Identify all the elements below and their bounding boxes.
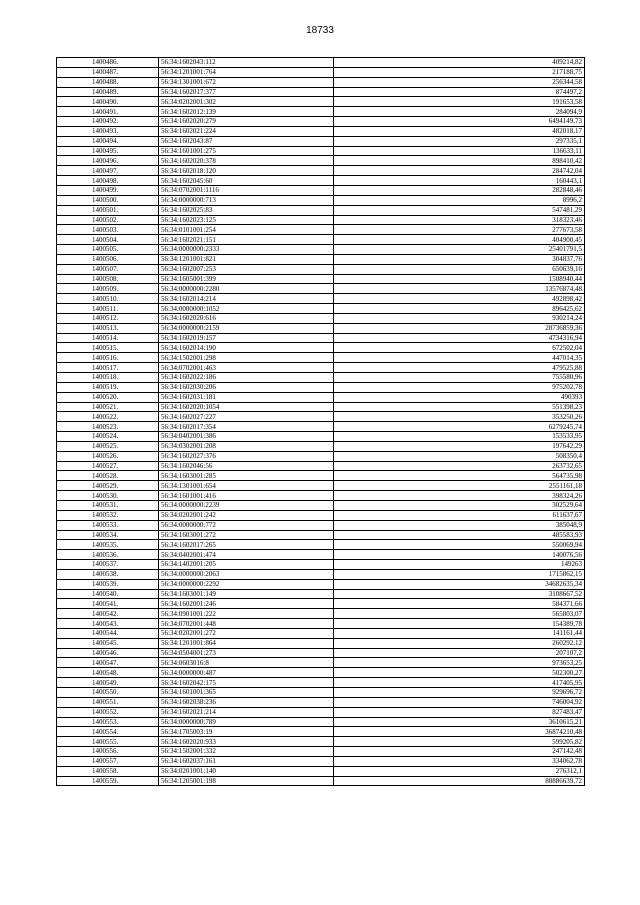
- cadastral-value-cell: 485583,93: [334, 530, 585, 540]
- table-row: [57, 117, 585, 127]
- row-number-cell: 1400524.: [57, 432, 159, 442]
- row-number-cell: 1400507.: [57, 264, 159, 274]
- row-number-cell: 1400545.: [57, 638, 159, 648]
- row-number-cell: 1400559.: [57, 776, 159, 786]
- cadastral-value-cell: 247142,48: [334, 747, 585, 757]
- cadastral-number-cell: 56:34:0000000:713: [159, 195, 334, 205]
- cadastral-number-cell: 56:34:1602018:120: [159, 166, 334, 176]
- cadastral-number-cell: 56:34:1602022:186: [159, 373, 334, 383]
- row-number-cell: 1400519.: [57, 382, 159, 392]
- table-row: [57, 343, 585, 353]
- table-row: [57, 697, 585, 707]
- cadastral-number-cell: 56:34:1201001:821: [159, 254, 334, 264]
- cadastral-value-cell: 584371,66: [334, 599, 585, 609]
- cadastral-value-cell: 6494149,73: [334, 117, 585, 127]
- cadastral-number-cell: 56:34:1602046:56: [159, 461, 334, 471]
- cadastral-value-cell: 564735,98: [334, 471, 585, 481]
- cadastral-number-cell: 56:34:1201001:864: [159, 638, 334, 648]
- cadastral-value-cell: 896425,62: [334, 304, 585, 314]
- cadastral-value-cell: 3108667,52: [334, 589, 585, 599]
- row-number-cell: 1400502.: [57, 215, 159, 225]
- cadastral-value-cell: 25401791,5: [334, 245, 585, 255]
- cadastral-number-cell: 56:34:1301001:654: [159, 481, 334, 491]
- row-number-cell: 1400537.: [57, 560, 159, 570]
- cadastral-value-cell: 502300,27: [334, 668, 585, 678]
- row-number-cell: 1400541.: [57, 599, 159, 609]
- row-number-cell: 1400495.: [57, 146, 159, 156]
- cadastral-value-cell: 282848,46: [334, 185, 585, 195]
- cadastral-value-cell: 565803,07: [334, 609, 585, 619]
- table-row: [57, 589, 585, 599]
- table-row: [57, 471, 585, 481]
- row-number-cell: 1400509.: [57, 284, 159, 294]
- cadastral-number-cell: 56:34:0901001:222: [159, 609, 334, 619]
- table-row: [57, 678, 585, 688]
- cadastral-value-cell: 197642,29: [334, 441, 585, 451]
- cadastral-value-cell: 277673,58: [334, 225, 585, 235]
- cadastral-value-cell: 13576874,48: [334, 284, 585, 294]
- table-row: [57, 373, 585, 383]
- cadastral-number-cell: 56:34:0000000:2333: [159, 245, 334, 255]
- table-row: [57, 323, 585, 333]
- row-number-cell: 1400525.: [57, 441, 159, 451]
- table-row: [57, 500, 585, 510]
- cadastral-value-cell: 482018,17: [334, 126, 585, 136]
- table-row: [57, 609, 585, 619]
- cadastral-value-cell: 297335,1: [334, 136, 585, 146]
- row-number-cell: 1400492.: [57, 117, 159, 127]
- cadastral-value-cell: 34682635,34: [334, 579, 585, 589]
- cadastral-number-cell: 56:34:1603001:272: [159, 530, 334, 540]
- row-number-cell: 1400491.: [57, 107, 159, 117]
- cadastral-number-cell: 56:34:1602017:265: [159, 540, 334, 550]
- cadastral-number-cell: 56:34:0000000:2292: [159, 579, 334, 589]
- cadastral-value-cell: 263732,65: [334, 461, 585, 471]
- cadastral-value-cell: 28736859,36: [334, 323, 585, 333]
- table-row: [57, 215, 585, 225]
- cadastral-value-cell: 827483,47: [334, 707, 585, 717]
- row-number-cell: 1400500.: [57, 195, 159, 205]
- cadastral-number-cell: 56:34:1602042:175: [159, 678, 334, 688]
- table-row: [57, 87, 585, 97]
- cadastral-value-cell: 256344,58: [334, 77, 585, 87]
- table-row: [57, 510, 585, 520]
- row-number-cell: 1400547.: [57, 658, 159, 668]
- table-row: [57, 707, 585, 717]
- cadastral-number-cell: 56:34:1602043:87: [159, 136, 334, 146]
- row-number-cell: 1400494.: [57, 136, 159, 146]
- cadastral-value-cell: 1715862,15: [334, 569, 585, 579]
- cadastral-value-cell: 404900,45: [334, 235, 585, 245]
- cadastral-number-cell: 56:34:1601001:365: [159, 688, 334, 698]
- table-row: [57, 156, 585, 166]
- cadastral-value-cell: 6279245,74: [334, 422, 585, 432]
- row-number-cell: 1400501.: [57, 205, 159, 215]
- row-number-cell: 1400498.: [57, 176, 159, 186]
- cadastral-number-cell: 56:34:0000000:1052: [159, 304, 334, 314]
- cadastral-number-cell: 56:34:1602017:377: [159, 87, 334, 97]
- cadastral-value-cell: 490393: [334, 392, 585, 402]
- cadastral-number-cell: 56:34:0402001:474: [159, 550, 334, 560]
- table-row: [57, 540, 585, 550]
- cadastral-number-cell: 56:34:1502001:332: [159, 747, 334, 757]
- row-number-cell: 1400488.: [57, 77, 159, 87]
- table-row: [57, 461, 585, 471]
- cadastral-number-cell: 56:34:0504001:273: [159, 648, 334, 658]
- cadastral-number-cell: 56:34:1301001:672: [159, 77, 334, 87]
- row-number-cell: 1400486.: [57, 58, 159, 68]
- cadastral-value-cell: 217188,75: [334, 67, 585, 77]
- row-number-cell: 1400499.: [57, 185, 159, 195]
- cadastral-value-cell: 276312,1: [334, 766, 585, 776]
- cadastral-value-cell: 973653,25: [334, 658, 585, 668]
- cadastral-number-cell: 56:34:0000000:2063: [159, 569, 334, 579]
- table-row: [57, 688, 585, 698]
- cadastral-value-cell: 447014,35: [334, 353, 585, 363]
- table-row: [57, 412, 585, 422]
- cadastral-value-cell: 650639,16: [334, 264, 585, 274]
- row-number-cell: 1400538.: [57, 569, 159, 579]
- cadastral-value-cell: 550069,94: [334, 540, 585, 550]
- row-number-cell: 1400536.: [57, 550, 159, 560]
- table-row: [57, 402, 585, 412]
- page-number: 18733: [306, 25, 334, 36]
- row-number-cell: 1400513.: [57, 323, 159, 333]
- table-row: [57, 274, 585, 284]
- cadastral-number-cell: 56:34:1605001:399: [159, 274, 334, 284]
- row-number-cell: 1400506.: [57, 254, 159, 264]
- cadastral-number-cell: 56:34:0202001:272: [159, 628, 334, 638]
- cadastral-value-cell: 260292,12: [334, 638, 585, 648]
- row-number-cell: 1400522.: [57, 412, 159, 422]
- row-number-cell: 1400518.: [57, 373, 159, 383]
- row-number-cell: 1400558.: [57, 766, 159, 776]
- cadastral-number-cell: 56:34:1602020:378: [159, 156, 334, 166]
- table-row: [57, 776, 585, 786]
- row-number-cell: 1400516.: [57, 353, 159, 363]
- cadastral-number-cell: 56:34:1502001:298: [159, 353, 334, 363]
- row-number-cell: 1400532.: [57, 510, 159, 520]
- row-number-cell: 1400487.: [57, 67, 159, 77]
- cadastral-value-cell: 302529,64: [334, 500, 585, 510]
- cadastral-value-cell: 479525,88: [334, 363, 585, 373]
- cadastral-number-cell: 56:34:1602043:112: [159, 58, 334, 68]
- cadastral-value-cell: 160443,1: [334, 176, 585, 186]
- table-row: [57, 658, 585, 668]
- table-row: [57, 195, 585, 205]
- cadastral-number-cell: 56:34:1602007:253: [159, 264, 334, 274]
- cadastral-value-cell: 140076,56: [334, 550, 585, 560]
- table-row: [57, 766, 585, 776]
- cadastral-number-cell: 56:34:0202001:242: [159, 510, 334, 520]
- cadastral-value-cell: 755580,96: [334, 373, 585, 383]
- table-row: [57, 569, 585, 579]
- cadastral-number-cell: 56:34:1201001:764: [159, 67, 334, 77]
- cadastral-value-cell: 417405,95: [334, 678, 585, 688]
- registry-table: [56, 57, 585, 786]
- table-row: [57, 737, 585, 747]
- row-number-cell: 1400528.: [57, 471, 159, 481]
- table-row: [57, 333, 585, 343]
- row-number-cell: 1400539.: [57, 579, 159, 589]
- cadastral-number-cell: 56:34:1602017:354: [159, 422, 334, 432]
- row-number-cell: 1400514.: [57, 333, 159, 343]
- cadastral-value-cell: 1508940,44: [334, 274, 585, 284]
- table-row: [57, 481, 585, 491]
- cadastral-value-cell: 672502,04: [334, 343, 585, 353]
- cadastral-value-cell: 4734316,94: [334, 333, 585, 343]
- table-row: [57, 599, 585, 609]
- table-row: [57, 77, 585, 87]
- cadastral-number-cell: 56:34:1602031:181: [159, 392, 334, 402]
- cadastral-value-cell: 304837,76: [334, 254, 585, 264]
- row-number-cell: 1400504.: [57, 235, 159, 245]
- table-row: [57, 363, 585, 373]
- cadastral-number-cell: 56:34:1602012:139: [159, 107, 334, 117]
- cadastral-value-cell: 353250,26: [334, 412, 585, 422]
- row-number-cell: 1400520.: [57, 392, 159, 402]
- table-row: [57, 353, 585, 363]
- cadastral-value-cell: 874497,2: [334, 87, 585, 97]
- cadastral-number-cell: 56:34:1602021:151: [159, 235, 334, 245]
- cadastral-number-cell: 56:34:1602020:933: [159, 737, 334, 747]
- table-row: [57, 628, 585, 638]
- cadastral-value-cell: 88886639,72: [334, 776, 585, 786]
- row-number-cell: 1400548.: [57, 668, 159, 678]
- registry-table-body: [57, 58, 585, 786]
- row-number-cell: 1400493.: [57, 126, 159, 136]
- cadastral-value-cell: 746004,92: [334, 697, 585, 707]
- table-row: [57, 58, 585, 68]
- row-number-cell: 1400551.: [57, 697, 159, 707]
- cadastral-number-cell: 56:34:0000000:2159: [159, 323, 334, 333]
- row-number-cell: 1400533.: [57, 520, 159, 530]
- cadastral-number-cell: 56:34:0000000:2280: [159, 284, 334, 294]
- cadastral-number-cell: 56:34:0000000:772: [159, 520, 334, 530]
- table-row: [57, 176, 585, 186]
- row-number-cell: 1400555.: [57, 737, 159, 747]
- table-row: [57, 619, 585, 629]
- row-number-cell: 1400526.: [57, 451, 159, 461]
- row-number-cell: 1400510.: [57, 294, 159, 304]
- row-number-cell: 1400508.: [57, 274, 159, 284]
- row-number-cell: 1400490.: [57, 97, 159, 107]
- row-number-cell: 1400489.: [57, 87, 159, 97]
- table-row: [57, 648, 585, 658]
- table-row: [57, 67, 585, 77]
- cadastral-number-cell: 56:34:1601001:275: [159, 146, 334, 156]
- cadastral-number-cell: 56:34:1602019:157: [159, 333, 334, 343]
- row-number-cell: 1400517.: [57, 363, 159, 373]
- cadastral-value-cell: 284094,9: [334, 107, 585, 117]
- cadastral-number-cell: 56:34:0000000:487: [159, 668, 334, 678]
- cadastral-value-cell: 385048,9: [334, 520, 585, 530]
- cadastral-value-cell: 2551161,18: [334, 481, 585, 491]
- cadastral-number-cell: 56:34:0202001:302: [159, 97, 334, 107]
- table-row: [57, 284, 585, 294]
- row-number-cell: 1400530.: [57, 491, 159, 501]
- cadastral-number-cell: 56:34:0302001:208: [159, 441, 334, 451]
- table-row: [57, 747, 585, 757]
- cadastral-number-cell: 56:34:1602045:60: [159, 176, 334, 186]
- cadastral-number-cell: 56:34:0702001:1116: [159, 185, 334, 195]
- row-number-cell: 1400546.: [57, 648, 159, 658]
- cadastral-number-cell: 56:34:1603001:285: [159, 471, 334, 481]
- table-row: [57, 638, 585, 648]
- cadastral-number-cell: 56:34:0000000:2239: [159, 500, 334, 510]
- table-row: [57, 756, 585, 766]
- cadastral-value-cell: 599205,82: [334, 737, 585, 747]
- table-row: [57, 304, 585, 314]
- row-number-cell: 1400549.: [57, 678, 159, 688]
- cadastral-value-cell: 284742,04: [334, 166, 585, 176]
- table-row: [57, 185, 585, 195]
- table-row: [57, 717, 585, 727]
- cadastral-value-cell: 191653,58: [334, 97, 585, 107]
- cadastral-number-cell: 56:34:1602038:236: [159, 697, 334, 707]
- cadastral-number-cell: 56:34:1602023:125: [159, 215, 334, 225]
- cadastral-number-cell: 56:34:1602014:190: [159, 343, 334, 353]
- table-row: [57, 491, 585, 501]
- cadastral-number-cell: 56:34:1602037:161: [159, 756, 334, 766]
- row-number-cell: 1400542.: [57, 609, 159, 619]
- cadastral-number-cell: 56:34:1601001:416: [159, 491, 334, 501]
- row-number-cell: 1400505.: [57, 245, 159, 255]
- row-number-cell: 1400540.: [57, 589, 159, 599]
- cadastral-value-cell: 611637,67: [334, 510, 585, 520]
- cadastral-number-cell: 56:34:1602014:214: [159, 294, 334, 304]
- row-number-cell: 1400553.: [57, 717, 159, 727]
- cadastral-number-cell: 56:34:1602020:616: [159, 313, 334, 323]
- cadastral-value-cell: 154389,78: [334, 619, 585, 629]
- cadastral-number-cell: 56:34:1602021:214: [159, 707, 334, 717]
- row-number-cell: 1400497.: [57, 166, 159, 176]
- row-number-cell: 1400535.: [57, 540, 159, 550]
- row-number-cell: 1400544.: [57, 628, 159, 638]
- table-row: [57, 530, 585, 540]
- cadastral-value-cell: 207107,2: [334, 648, 585, 658]
- row-number-cell: 1400523.: [57, 422, 159, 432]
- cadastral-value-cell: 551398,23: [334, 402, 585, 412]
- row-number-cell: 1400534.: [57, 530, 159, 540]
- table-row: [57, 550, 585, 560]
- cadastral-number-cell: 56:34:1602027:227: [159, 412, 334, 422]
- row-number-cell: 1400531.: [57, 500, 159, 510]
- table-row: [57, 235, 585, 245]
- table-row: [57, 136, 585, 146]
- table-row: [57, 146, 585, 156]
- row-number-cell: 1400550.: [57, 688, 159, 698]
- cadastral-value-cell: 36874210,48: [334, 727, 585, 737]
- cadastral-number-cell: 56:34:0000000:789: [159, 717, 334, 727]
- row-number-cell: 1400496.: [57, 156, 159, 166]
- cadastral-number-cell: 56:34:1205001:198: [159, 776, 334, 786]
- row-number-cell: 1400543.: [57, 619, 159, 629]
- table-row: [57, 166, 585, 176]
- cadastral-number-cell: 56:34:1602030:206: [159, 382, 334, 392]
- cadastral-value-cell: 409214,82: [334, 58, 585, 68]
- cadastral-value-cell: 547481,29: [334, 205, 585, 215]
- table-row: [57, 254, 585, 264]
- table-row: [57, 97, 585, 107]
- table-row: [57, 422, 585, 432]
- table-row: [57, 294, 585, 304]
- cadastral-value-cell: 8996,2: [334, 195, 585, 205]
- cadastral-number-cell: 56:34:0702001:448: [159, 619, 334, 629]
- table-row: [57, 441, 585, 451]
- cadastral-number-cell: 56:34:1602027:376: [159, 451, 334, 461]
- table-row: [57, 107, 585, 117]
- cadastral-number-cell: 56:34:0702001:463: [159, 363, 334, 373]
- cadastral-number-cell: 56:34:1602001:246: [159, 599, 334, 609]
- row-number-cell: 1400552.: [57, 707, 159, 717]
- cadastral-value-cell: 492898,42: [334, 294, 585, 304]
- cadastral-number-cell: 56:34:1602025:83: [159, 205, 334, 215]
- cadastral-number-cell: 56:34:1705003:19: [159, 727, 334, 737]
- table-row: [57, 560, 585, 570]
- cadastral-value-cell: 930214,24: [334, 313, 585, 323]
- row-number-cell: 1400527.: [57, 461, 159, 471]
- table-row: [57, 668, 585, 678]
- cadastral-number-cell: 56:34:1602021:224: [159, 126, 334, 136]
- cadastral-number-cell: 56:34:0101001:254: [159, 225, 334, 235]
- cadastral-value-cell: 898410,42: [334, 156, 585, 166]
- cadastral-number-cell: 56:34:0201001:140: [159, 766, 334, 776]
- cadastral-value-cell: 153533,95: [334, 432, 585, 442]
- table-row: [57, 313, 585, 323]
- cadastral-value-cell: 398324,26: [334, 491, 585, 501]
- cadastral-value-cell: 975202,78: [334, 382, 585, 392]
- table-row: [57, 520, 585, 530]
- cadastral-number-cell: 56:34:1602020:279: [159, 117, 334, 127]
- cadastral-value-cell: 929696,72: [334, 688, 585, 698]
- row-number-cell: 1400515.: [57, 343, 159, 353]
- table-row: [57, 392, 585, 402]
- row-number-cell: 1400521.: [57, 402, 159, 412]
- cadastral-number-cell: 56:34:1402001:205: [159, 560, 334, 570]
- row-number-cell: 1400556.: [57, 747, 159, 757]
- table-row: [57, 245, 585, 255]
- row-number-cell: 1400529.: [57, 481, 159, 491]
- cadastral-value-cell: 141161,44: [334, 628, 585, 638]
- table-row: [57, 264, 585, 274]
- table-row: [57, 451, 585, 461]
- cadastral-value-cell: 508350,4: [334, 451, 585, 461]
- table-row: [57, 382, 585, 392]
- cadastral-value-cell: 334062,78: [334, 756, 585, 766]
- cadastral-value-cell: 3610615,21: [334, 717, 585, 727]
- row-number-cell: 1400512.: [57, 313, 159, 323]
- cadastral-number-cell: 56:34:0402001:386: [159, 432, 334, 442]
- row-number-cell: 1400554.: [57, 727, 159, 737]
- cadastral-value-cell: 149263: [334, 560, 585, 570]
- table-row: [57, 225, 585, 235]
- row-number-cell: 1400503.: [57, 225, 159, 235]
- table-row: [57, 432, 585, 442]
- cadastral-number-cell: 56:34:1603001:149: [159, 589, 334, 599]
- row-number-cell: 1400511.: [57, 304, 159, 314]
- table-row: [57, 126, 585, 136]
- row-number-cell: 1400557.: [57, 756, 159, 766]
- table-row: [57, 727, 585, 737]
- cadastral-value-cell: 318323,46: [334, 215, 585, 225]
- table-row: [57, 205, 585, 215]
- cadastral-number-cell: 56:34:1602020:1054: [159, 402, 334, 412]
- cadastral-number-cell: 56:34:0603016:8: [159, 658, 334, 668]
- cadastral-value-cell: 136633,11: [334, 146, 585, 156]
- table-row: [57, 579, 585, 589]
